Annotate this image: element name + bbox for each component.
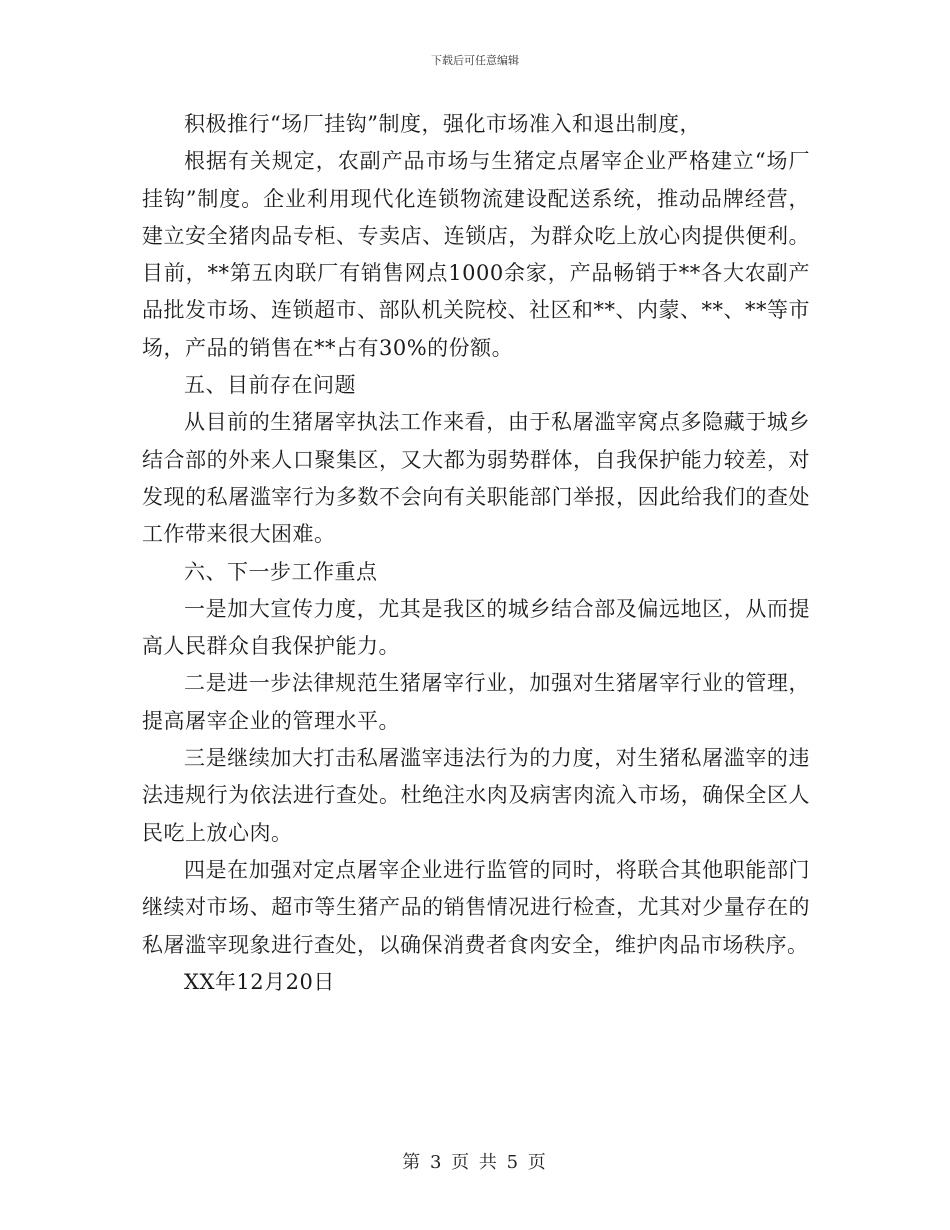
page-number-footer: 第 3 页 共 5 页 [402, 1152, 548, 1173]
document-body [142, 106, 810, 1001]
paragraph-step-four: 四是在加强对定点屠宰企业进行监管的同时，将联合其他职能部门继续对市场、超市等生猪产品的销售情况进行检查，尤其对少量存在的私屠滥宰现象进行查处，以确保消费者食肉安全，维护肉品市场秩序。 [142, 857, 810, 957]
paragraph-problems: 从目前的生猪屠宰执法工作来看，由于私屠滥宰窝点多隐藏于城乡结合部的外来人口聚集区，又大都为弱势群体，自我保护能力较差，对发现的私屠滥宰行为多数不会向有关职能部门举报，因此给我们的查处工作带来很大困难。 [142, 410, 810, 547]
document-date: XX年12月20日 [184, 969, 335, 994]
paragraph-step-two: 二是进一步法律规范生猪屠宰行业，加强对生猪屠宰行业的管理，提高屠宰企业的管理水平。 [142, 671, 810, 733]
page-header: 下载后可任意编辑 [431, 54, 519, 67]
paragraph-step-three: 三是继续加大打击私屠滥宰违法行为的力度，对生猪私屠滥宰的违法违规行为依法进行查处。杜绝注水肉及病害肉流入市场，确保全区人民吃上放心肉。 [142, 746, 810, 845]
paragraph-market-linkage: 根据有关规定，农副产品市场与生猪定点屠宰企业严格建立“场厂挂钩”制度。企业利用现代化连锁物流建设配送系统，推动品牌经营，建立安全猪肉品专柜、专卖店、连锁店，为群众吃上放心肉提供便利。目前，**第五肉联厂有销售网点1000余家，产品畅销于**各大农副产品批发市场、连锁超市、部队机关院校、社区和**、内蒙、**、**等市场，产品的销售在**占有30%的份额。 [142, 149, 810, 360]
paragraph-step-one: 一是加大宣传力度，尤其是我区的城乡结合部及偏远地区，从而提高人民群众自我保护能力。 [142, 596, 810, 659]
section-heading-problems: 五、目前存在问题 [184, 373, 356, 398]
paragraph-intro-heading: 积极推行“场厂挂钩”制度，强化市场准入和退出制度， [184, 112, 701, 136]
section-heading-next-steps: 六、下一步工作重点 [184, 559, 378, 584]
